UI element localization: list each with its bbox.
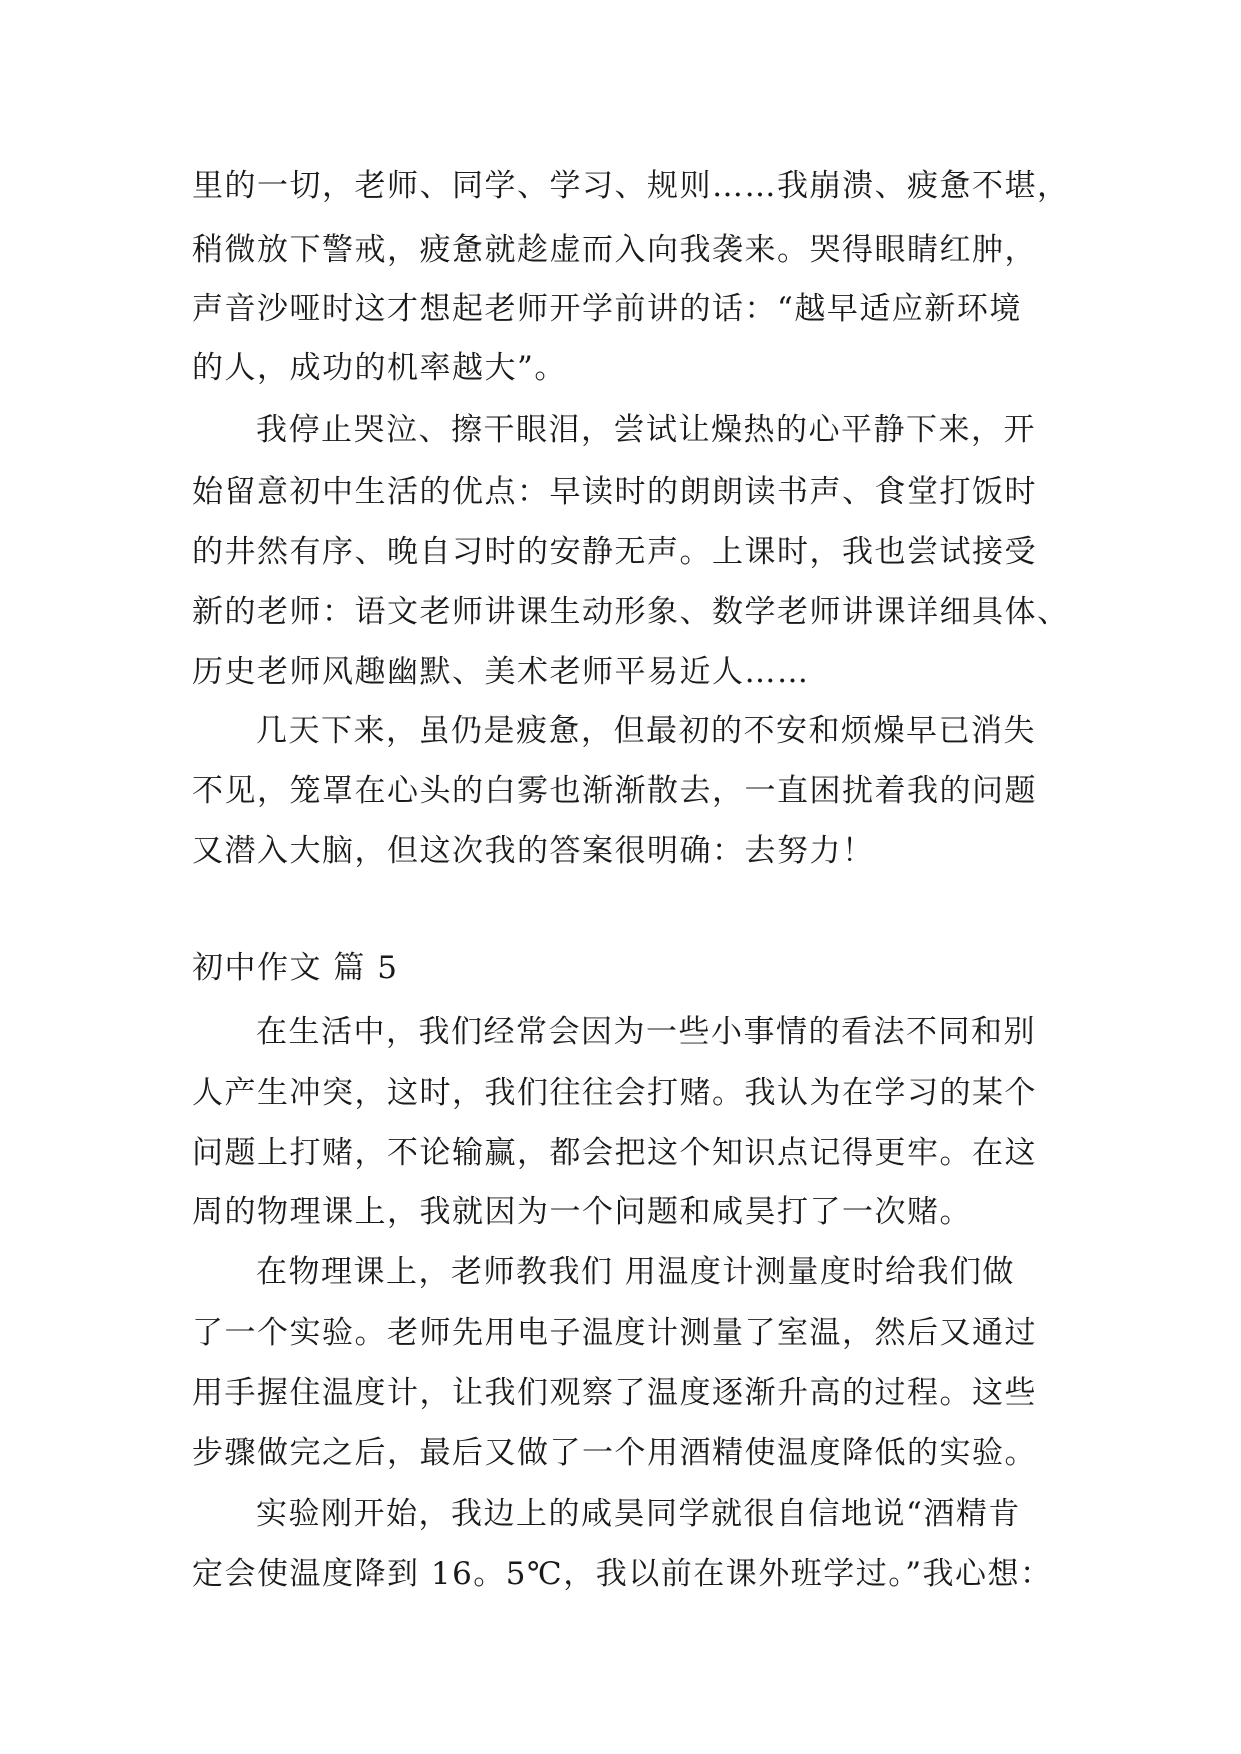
text-line: 了一个实验。老师先用电子温度计测量了室温，然后又通过 — [192, 1315, 1037, 1351]
text-line: 问题上打赌，不论输赢，都会把这个知识点记得更牢。在这 — [192, 1135, 1037, 1171]
text-line: 稍微放下警戒，疲惫就趁虚而入向我袭来。哭得眼睛红肿， — [192, 232, 1037, 268]
text-line: 里的一切，老师、同学、学习、规则……我崩溃、疲惫不堪， — [192, 168, 1070, 204]
text-line: 周的物理课上，我就因为一个问题和咸昊打了一次赌。 — [192, 1194, 972, 1230]
text-line: 我停止哭泣、擦干眼泪，尝试让燥热的心平静下来，开 — [256, 412, 1036, 448]
text-line: 用手握住温度计，让我们观察了温度逐渐升高的过程。这些 — [192, 1375, 1037, 1411]
text-line: 在生活中，我们经常会因为一些小事情的看法不同和别 — [256, 1014, 1036, 1050]
text-line: 人产生冲突，这时，我们往往会打赌。我认为在学习的某个 — [192, 1075, 1037, 1111]
text-line: 的人，成功的机率越大”。 — [192, 350, 567, 386]
text-line: 始留意初中生活的优点：早读时的朗朗读书声、食堂打饭时 — [192, 474, 1037, 510]
text-line: 又潜入大脑，但这次我的答案很明确：去努力！ — [192, 833, 875, 869]
text-line: 步骤做完之后，最后又做了一个用酒精使温度降低的实验。 — [192, 1435, 1037, 1471]
section-heading: 初中作文 篇 5 — [192, 950, 399, 986]
text-line: 在物理课上，老师教我们 用温度计测量度时给我们做 — [256, 1254, 1015, 1290]
text-line: 的井然有序、晚自习时的安静无声。上课时，我也尝试接受 — [192, 534, 1037, 570]
text-line: 几天下来，虽仍是疲惫，但最初的不安和烦燥早已消失 — [256, 713, 1036, 749]
text-line: 声音沙哑时这才想起老师开学前讲的话：“越早适应新环境 — [192, 291, 1022, 327]
text-line: 不见，笼罩在心头的白雾也渐渐散去，一直困扰着我的问题 — [192, 773, 1037, 809]
text-line: 实验刚开始，我边上的咸昊同学就很自信地说“酒精肯 — [256, 1496, 1021, 1532]
text-line: 定会使温度降到 16。5℃，我以前在课外班学过。”我心想： — [192, 1556, 1053, 1592]
text-line: 新的老师：语文老师讲课生动形象、数学老师讲课详细具体、 — [192, 594, 1070, 630]
text-line: 历史老师风趣幽默、美术老师平易近人…… — [192, 654, 810, 690]
